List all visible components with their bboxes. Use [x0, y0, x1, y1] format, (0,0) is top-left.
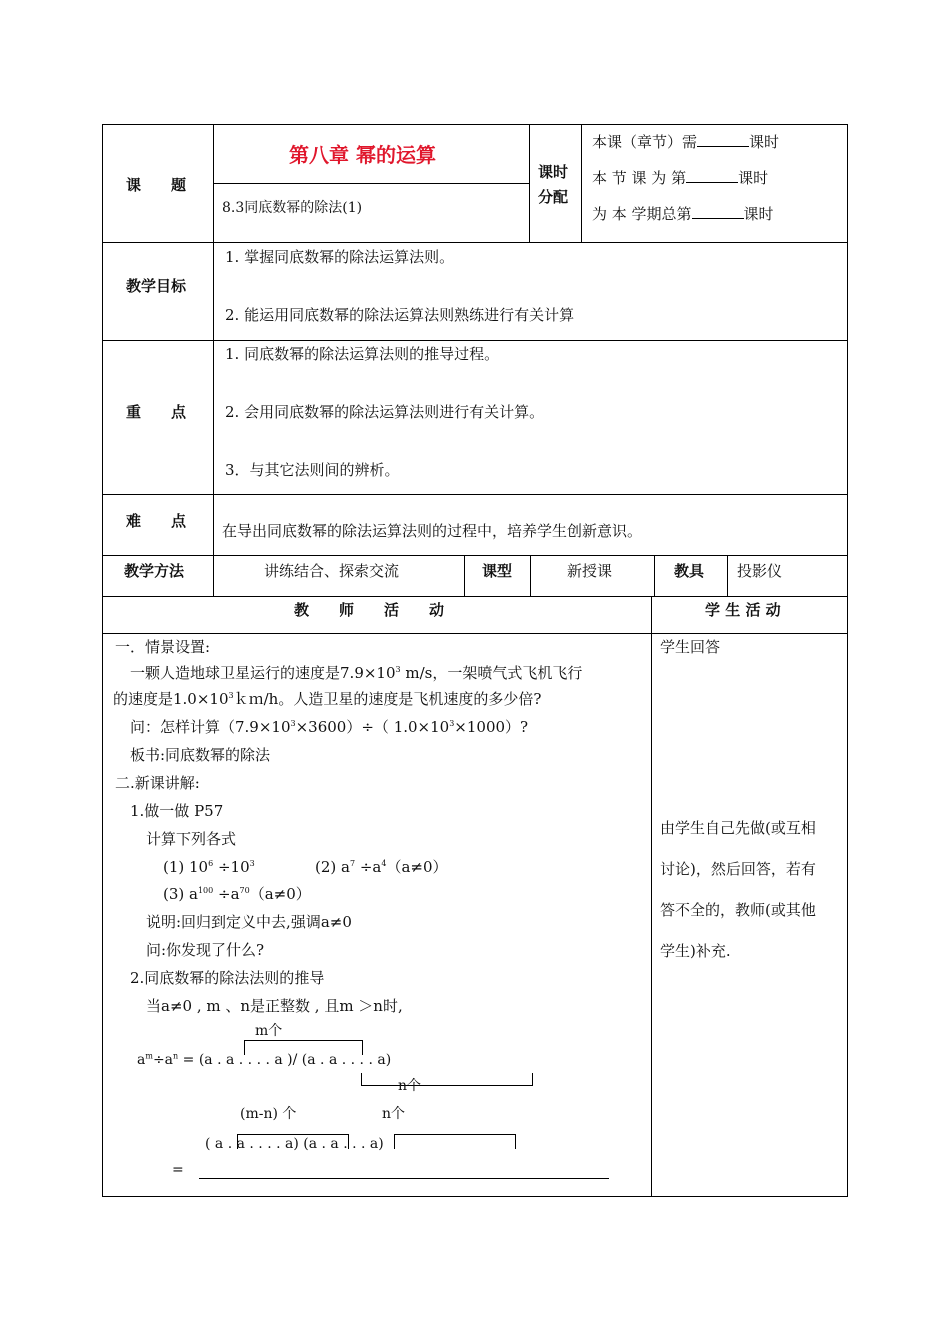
- f-rhs: = (a . a . . . . a )/ (a . a . . . . a): [178, 1052, 392, 1068]
- teacher-activity-header: 教 师 活 动: [294, 601, 445, 619]
- alloc-3-suffix: 课时: [743, 205, 774, 223]
- col-divider: [651, 596, 652, 1197]
- derivation-formula: [137, 1052, 391, 1069]
- allocation-line-3: [592, 205, 774, 223]
- teaching-tool-value: 投影仪: [737, 562, 783, 580]
- e1-b: ÷10: [213, 858, 250, 876]
- n-count-label-2: n个: [382, 1106, 406, 1122]
- title-divider: [214, 183, 530, 184]
- col-divider: [654, 555, 655, 596]
- n-count-label: n个: [398, 1078, 422, 1094]
- alloc-1-blank: [697, 134, 749, 147]
- alloc-1-suffix: 课时: [749, 133, 780, 151]
- col-divider: [464, 555, 465, 596]
- col-divider: [581, 124, 582, 242]
- e3-c: （a≠0）: [249, 885, 311, 903]
- derivation-heading: 2.同底数幂的除法法则的推导: [130, 969, 325, 987]
- key-point-3: 3．与其它法则间的辨析。: [225, 461, 400, 479]
- difficulty-text: 在导出同底数幂的除法运算法则的过程中，培养学生创新意识。: [222, 522, 643, 540]
- section-title: 8.3同底数幂的除法(1): [222, 200, 363, 216]
- explanation: 说明:回归到定义中去,强调a≠0: [146, 913, 352, 931]
- col-divider: [529, 124, 530, 242]
- scenario-title: 一．情景设置:: [115, 638, 211, 656]
- e2-a: (2) a: [315, 858, 350, 876]
- row-divider: [102, 596, 848, 597]
- n-bracket-2: [394, 1134, 516, 1149]
- table-border-left: [102, 124, 103, 1197]
- discovery-question: 问:你发现了什么?: [146, 941, 265, 959]
- s1-q-exp2: 3: [449, 719, 455, 728]
- derivation-row-2: ( a . a . . . . a) (a . a . . . a): [205, 1136, 384, 1152]
- subject-label: 课 题: [126, 176, 187, 194]
- e2-b: ÷a: [355, 858, 382, 876]
- e3-exp1: 100: [197, 886, 214, 895]
- s1-p1-b: m/s，一架喷气式飞机飞行: [400, 664, 583, 682]
- s1-p1-a: 一颗人造地球卫星运行的速度是7.9×10: [130, 664, 396, 682]
- equals-sign: =: [172, 1162, 184, 1178]
- student-note-line-4: 学生)补充.: [660, 942, 731, 960]
- f-n: n: [173, 1051, 179, 1061]
- goals-label: 教学目标: [126, 277, 187, 295]
- table-border-right: [847, 124, 848, 1197]
- s1-q-exp1: 3: [290, 719, 296, 728]
- col-divider: [213, 124, 214, 556]
- lesson-type-value: 新授课: [567, 562, 613, 580]
- col-divider: [530, 555, 531, 596]
- e2-exp1: 7: [349, 859, 356, 868]
- f-m: m: [145, 1051, 153, 1061]
- alloc-3-blank: [692, 206, 744, 219]
- method-label: 教学方法: [124, 562, 185, 580]
- f-a: a: [137, 1052, 146, 1068]
- s1-p2-exp: 3: [228, 691, 234, 700]
- e2-exp2: 4: [381, 859, 387, 868]
- chapter-title: 第八章 幂的运算: [289, 143, 436, 167]
- alloc-2-suffix: 课时: [738, 169, 769, 187]
- alloc-1-prefix: 本课（章节）需: [592, 133, 698, 151]
- f-div: ÷a: [152, 1052, 174, 1068]
- m-count-label: m个: [255, 1023, 283, 1039]
- row-divider: [102, 633, 848, 634]
- allocation-line-1: [592, 133, 779, 151]
- difficulty-label: 难 点: [126, 512, 187, 530]
- e2-c: （a≠0）: [386, 858, 448, 876]
- mn-count-label: (m-n) 个: [240, 1106, 297, 1122]
- allocation-label-1: 课时: [538, 163, 569, 181]
- e1-exp1: 6: [208, 859, 214, 868]
- col-divider: [213, 555, 214, 596]
- s1-p1-exp: 3: [395, 665, 401, 674]
- alloc-2-blank: [686, 170, 738, 183]
- s1-q-c: ×1000）?: [454, 718, 529, 736]
- s1-q-a: 问：怎样计算（7.9×10: [130, 718, 291, 736]
- alloc-3-prefix: 为 本 学期总第: [592, 205, 692, 223]
- allocation-label-2: 分配: [538, 188, 569, 206]
- alloc-2-prefix: 本 节 课 为 第: [592, 169, 687, 187]
- s1-q-b: ×3600）÷（ 1.0×10: [295, 718, 450, 736]
- allocation-line-2: [592, 169, 768, 187]
- goal-item-1: 1. 掌握同底数幂的除法运算法则。: [225, 248, 455, 266]
- key-point-1: 1. 同底数幂的除法运算法则的推导过程。: [225, 345, 500, 363]
- student-note-line-3: 答不全的，教师(或其他: [660, 901, 816, 919]
- e3-exp2: 70: [239, 886, 250, 895]
- n-bracket: [361, 1073, 533, 1086]
- lesson-type-label: 课型: [482, 562, 513, 580]
- e1-a: (1) 10: [163, 858, 209, 876]
- key-points-label: 重 点: [126, 403, 187, 421]
- col-divider: [727, 555, 728, 596]
- derivation-condition: 当a≠0 , m 、n是正整数 , 且m ＞n时,: [146, 997, 403, 1015]
- scenario-question: [130, 718, 528, 736]
- method-value: 讲练结合、探索交流: [264, 562, 400, 580]
- student-note-line-2: 讨论)，然后回答，若有: [660, 860, 816, 878]
- exercise-3: [163, 885, 311, 903]
- scenario-paragraph-line-2: [113, 690, 541, 708]
- e1-exp2: 3: [249, 859, 255, 868]
- calc-instruction: 计算下列各式: [146, 830, 237, 848]
- e3-b: ÷a: [213, 885, 240, 903]
- new-lesson-title: 二.新课讲解:: [115, 774, 200, 792]
- exercise-1: [163, 858, 255, 876]
- fraction-line: [199, 1178, 609, 1179]
- goal-item-2: 2. 能运用同底数幂的除法运算法则熟练进行有关计算: [225, 306, 575, 324]
- student-note-line-1: 由学生自己先做(或互相: [660, 819, 816, 837]
- exercise-heading: 1.做一做 P57: [130, 802, 224, 820]
- e3-a: (3) a: [163, 885, 198, 903]
- student-activity-header: 学 生 活 动: [705, 601, 781, 619]
- s1-p2-a: 的速度是1.0×10: [113, 690, 229, 708]
- student-answer: 学生回答: [660, 638, 721, 656]
- board-note: 板书:同底数幂的除法: [130, 746, 271, 764]
- scenario-paragraph-line-1: [130, 664, 582, 682]
- teaching-tool-label: 教具: [674, 562, 705, 580]
- key-point-2: 2. 会用同底数幂的除法运算法则进行有关计算。: [225, 403, 545, 421]
- s1-p2-b: ｋｍ/h。人造卫星的速度是飞机速度的多少倍?: [233, 690, 542, 708]
- exercise-2: [315, 858, 448, 876]
- table-border-bottom: [102, 1196, 848, 1197]
